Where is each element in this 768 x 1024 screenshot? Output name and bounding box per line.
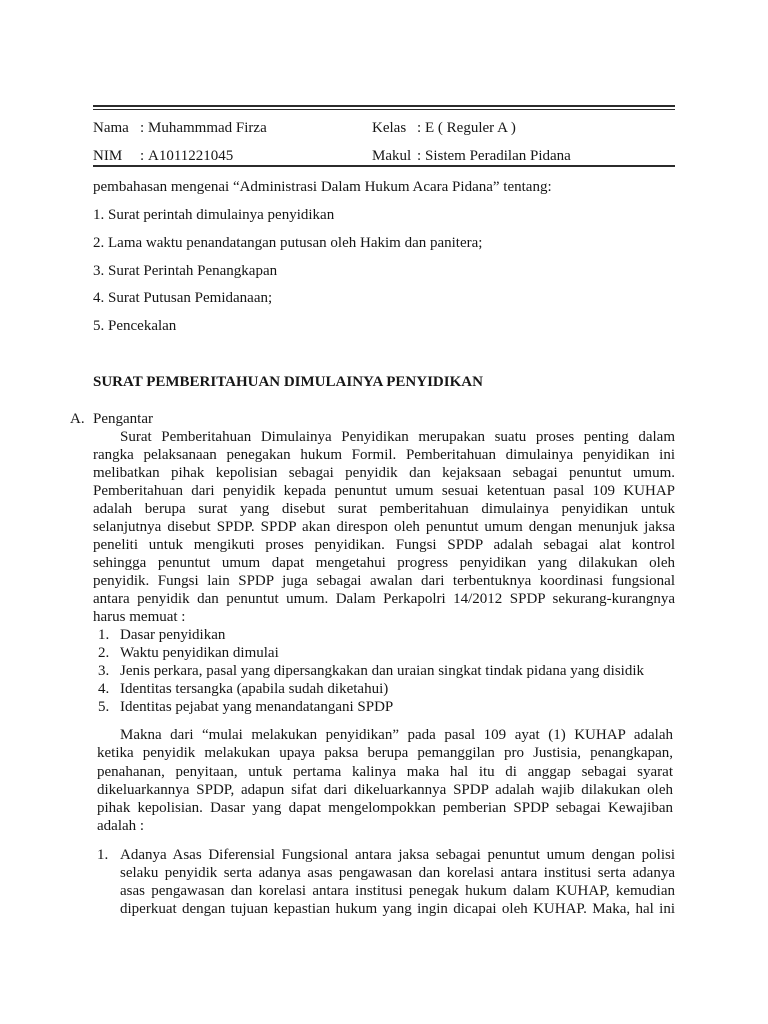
topic-item: 4. Surat Putusan Pemidanaan; <box>93 290 273 306</box>
paragraph-line: pihak kepolisian. Dasar yang dapat mengelompokkan pemberian SPDP sebagai Kewajiban <box>97 800 673 816</box>
paragraph-line: antara penyidik dan penuntut umum. Dalam Perkapolri 14/2012 SPDP sekurang-kurangnya <box>93 591 675 607</box>
nama-value: Muhammmad Firza <box>148 120 267 136</box>
header-top-rule-thin <box>93 109 675 110</box>
list-number: 1. <box>97 847 109 863</box>
header-top-rule-thick <box>93 105 675 107</box>
header-bottom-rule <box>93 165 675 167</box>
makul-separator: : <box>417 148 422 164</box>
paragraph-line: adalah berupa surat yang disebut surat pemberitahuan dimulainya penyidikan untuk <box>93 501 675 517</box>
list-item-line: diperkuat dengan tujuan kepastian hukum yang ingin dicapai oleh KUHAP. Maka, hal ini <box>120 901 675 917</box>
topic-item: 1. Surat perintah dimulainya penyidikan <box>93 207 335 223</box>
topic-item: 5. Pencekalan <box>93 318 177 334</box>
list-number: 3. <box>98 663 110 679</box>
paragraph-line: melibatkan pihak kepolisian sebagai penyidik dan kejaksaan sebagai penuntut umum. <box>93 465 675 481</box>
list-item: Dasar penyidikan <box>120 627 226 643</box>
intro-text: pembahasan mengenai “Administrasi Dalam Hukum Acara Pidana” tentang: <box>93 179 552 195</box>
paragraph-line: dikeluarkannya SPDP, adapun sifat dari dikeluarkannya SPDP adalah wajib dilakukan oleh <box>97 782 673 798</box>
nim-label: NIM <box>93 148 123 164</box>
subsection-title: Pengantar <box>93 411 153 427</box>
list-item: Identitas pejabat yang menandatangani SPDP <box>120 699 394 715</box>
topic-item: 3. Surat Perintah Penangkapan <box>93 263 278 279</box>
topic-item: 2. Lama waktu penandatangan putusan oleh Hakim dan panitera; <box>93 235 483 251</box>
subsection-letter: A. <box>70 411 85 427</box>
list-item-line: selaku penyidik serta adanya asas pengawasan dan korelasi antara institusi serta adanya <box>120 865 675 881</box>
list-item: Jenis perkara, pasal yang dipersangkakan dan uraian singkat tindak pidana yang disidik <box>120 663 645 679</box>
paragraph-line: Surat Pemberitahuan Dimulainya Penyidikan merupakan suatu proses penting dalam <box>120 429 675 445</box>
kelas-separator: : <box>417 120 422 136</box>
list-item-line: Adanya Asas Diferensial Fungsional antara jaksa sebagai penuntut umum dengan polisi <box>120 847 675 863</box>
nim-value: A1011221045 <box>148 148 234 164</box>
paragraph-line: rangka pelaksanaan penegakan hukum Formil. Pemberitahuan dimulainya penyidikan ini <box>93 447 675 463</box>
paragraph-line: peneliti untuk mengikuti proses penyidikan. Fungsi SPDP adalah sebagai alat kontrol <box>93 537 675 553</box>
list-number: 4. <box>98 681 110 697</box>
kelas-value: E ( Reguler A ) <box>425 120 516 136</box>
nama-separator: : <box>140 120 145 136</box>
paragraph-line: penahanan, penyitaan, untuk pertama kalinya maka hal itu di anggap sebagai syarat <box>97 764 673 780</box>
list-item: Identitas tersangka (apabila sudah diketahui) <box>120 681 389 697</box>
paragraph-line: sehingga penuntut umum dapat mengetahui progress penyidikan yang dilakukan oleh <box>93 555 675 571</box>
paragraph-line: Pemberitahuan dari penyidik kepada penuntut umum sesuai ketentuan pasal 109 KUHAP <box>93 483 675 499</box>
list-number: 5. <box>98 699 110 715</box>
paragraph-line: harus memuat : <box>93 609 186 625</box>
list-number: 1. <box>98 627 110 643</box>
section-title: SURAT PEMBERITAHUAN DIMULAINYA PENYIDIKAN <box>93 374 483 390</box>
makul-label: Makul <box>372 148 412 164</box>
list-item-line: asas pengawasan dan korelasi antara institusi penegak hukum dalam KUHAP, kemudian <box>120 883 675 899</box>
makul-value: Sistem Peradilan Pidana <box>425 148 571 164</box>
paragraph-line: penyidik. Fungsi lain SPDP juga sebagai awalan dari terbentuknya koordinasi fungsional <box>93 573 675 589</box>
paragraph-line: Makna dari “mulai melakukan penyidikan” pada pasal 109 ayat (1) KUHAP adalah <box>120 727 673 743</box>
kelas-label: Kelas <box>372 120 407 136</box>
paragraph-line: adalah : <box>97 818 145 834</box>
nama-label: Nama <box>93 120 129 136</box>
paragraph-line: ketika penyidik melakukan upaya paksa berupa pemanggilan pro Justisia, penangkapan, <box>97 745 673 761</box>
paragraph-line: selanjutnya disebut SPDP. SPDP akan direspon oleh penuntut umum dengan menunjuk jaksa <box>93 519 675 535</box>
list-item: Waktu penyidikan dimulai <box>120 645 279 661</box>
nim-separator: : <box>140 148 145 164</box>
list-number: 2. <box>98 645 110 661</box>
